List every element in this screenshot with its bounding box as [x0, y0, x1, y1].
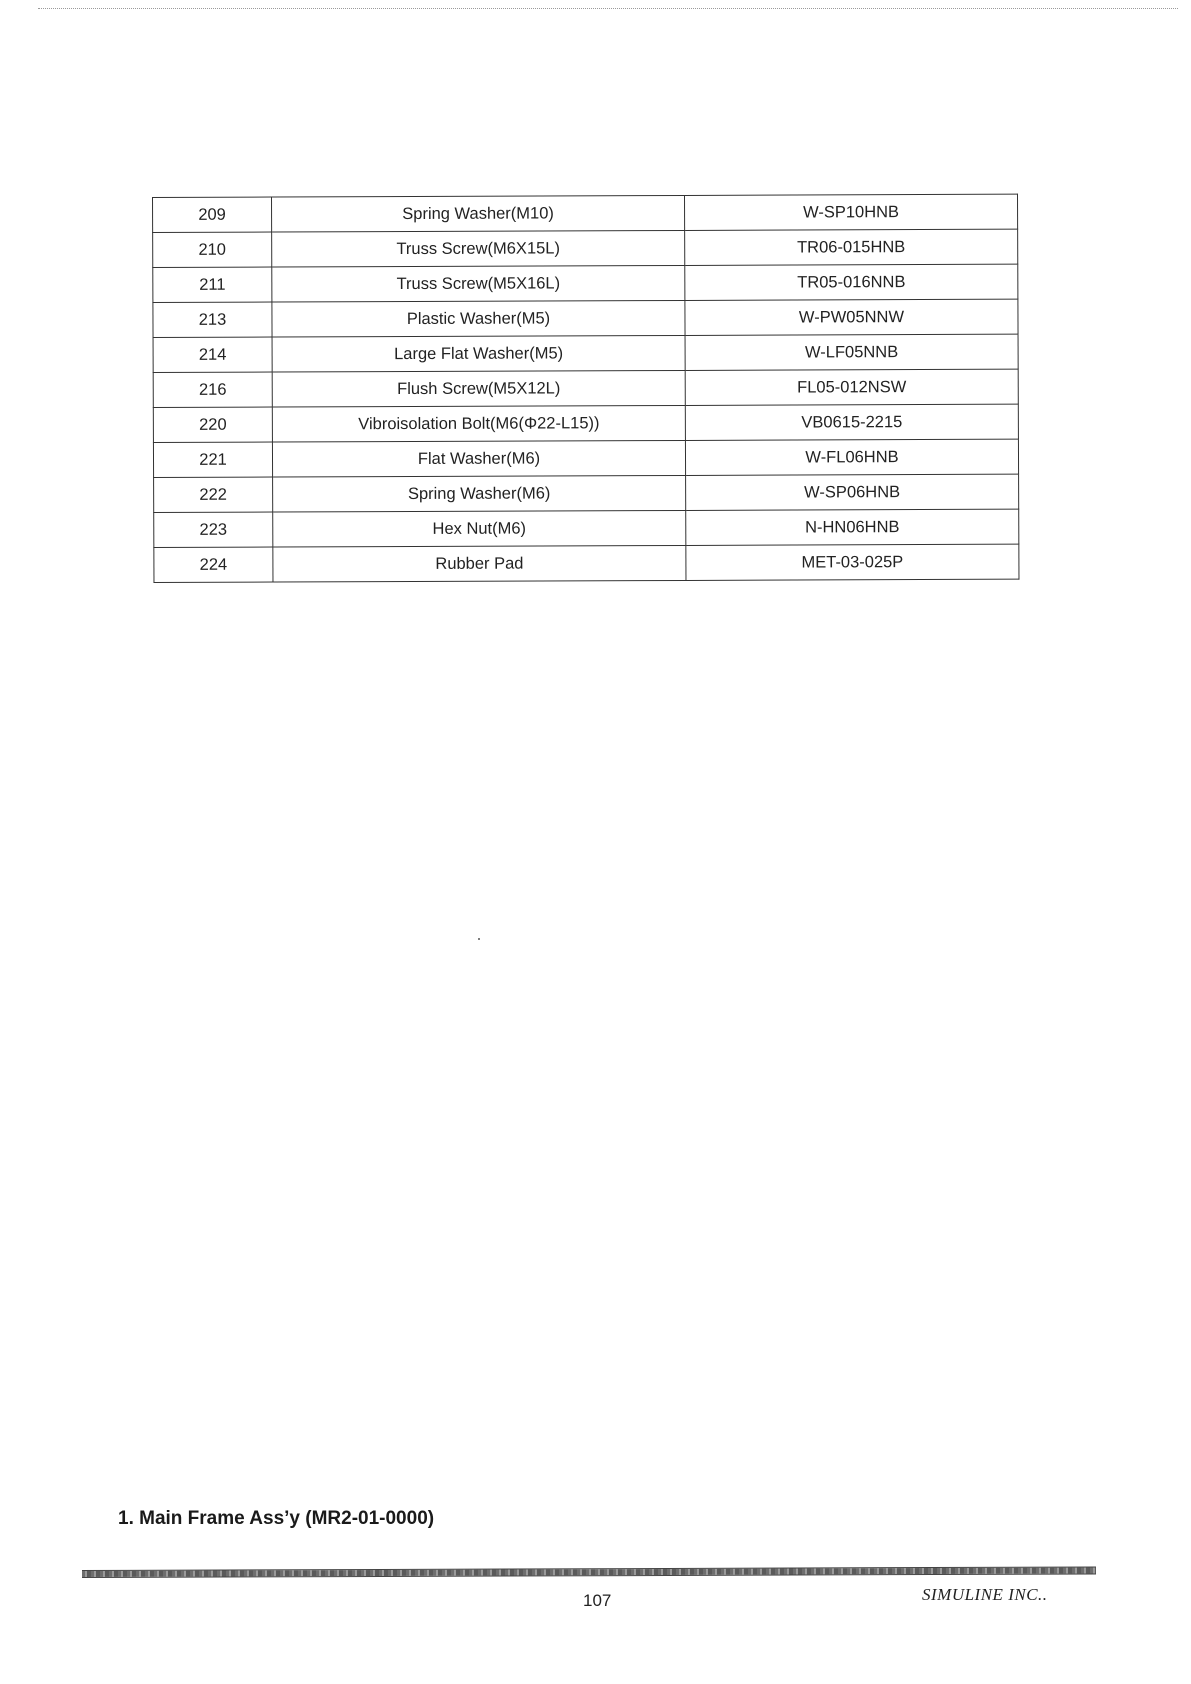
table-row: [153, 194, 1018, 232]
part-code: TR05-016NNB: [685, 264, 1018, 300]
scan-speck: [478, 938, 480, 940]
parts-table-body: [153, 194, 1019, 582]
part-number: 209: [153, 197, 272, 232]
part-number: 220: [153, 407, 272, 442]
table-row: [153, 439, 1018, 477]
part-code: TR06-015HNB: [685, 229, 1018, 265]
part-number: 224: [154, 547, 273, 582]
table-row: [153, 299, 1018, 337]
part-name: Rubber Pad: [273, 545, 686, 582]
part-number: 210: [153, 232, 272, 267]
part-code: N-HN06HNB: [686, 509, 1019, 545]
footer-rule: [82, 1566, 1096, 1578]
company-name: SIMULINE INC..: [922, 1585, 1048, 1604]
table-row: [153, 369, 1018, 407]
part-number: 223: [154, 512, 273, 547]
part-name: Plastic Washer(M5): [272, 300, 685, 337]
part-code: W-LF05NNB: [685, 334, 1018, 370]
top-dotted-rule: [38, 8, 1178, 9]
part-name: Flat Washer(M6): [272, 440, 685, 477]
section-heading: 1. Main Frame Ass’y (MR2-01-0000): [118, 1508, 435, 1529]
part-code: W-SP10HNB: [684, 194, 1017, 230]
part-name: Flush Screw(M5X12L): [272, 370, 685, 407]
part-number: 216: [153, 372, 272, 407]
table-row: [153, 404, 1018, 442]
part-number: 213: [153, 302, 272, 337]
parts-table: [152, 194, 1019, 583]
part-name: Truss Screw(M5X16L): [272, 265, 685, 302]
table-row: [154, 544, 1019, 582]
part-name: Hex Nut(M6): [273, 510, 686, 547]
part-number: 221: [153, 442, 272, 477]
part-name: Large Flat Washer(M5): [272, 335, 685, 372]
part-name: Vibroisolation Bolt(M6(Φ22-L15)): [272, 405, 685, 442]
part-code: MET-03-025P: [686, 544, 1019, 580]
part-name: Spring Washer(M6): [273, 475, 686, 512]
part-name: Spring Washer(M10): [272, 195, 685, 232]
part-number: 214: [153, 337, 272, 372]
table-row: [154, 509, 1019, 547]
part-code: VB0615-2215: [685, 404, 1018, 440]
page-number: 107: [583, 1591, 612, 1610]
table-row: [153, 334, 1018, 372]
part-code: W-SP06HNB: [686, 474, 1019, 510]
part-number: 222: [154, 477, 273, 512]
part-code: W-FL06HNB: [685, 439, 1018, 475]
part-name: Truss Screw(M6X15L): [272, 230, 685, 267]
table-row: [153, 264, 1018, 302]
part-number: 211: [153, 267, 272, 302]
part-code: W-PW05NNW: [685, 299, 1018, 335]
table-row: [153, 229, 1018, 267]
part-code: FL05-012NSW: [685, 369, 1018, 405]
table-row: [154, 474, 1019, 512]
